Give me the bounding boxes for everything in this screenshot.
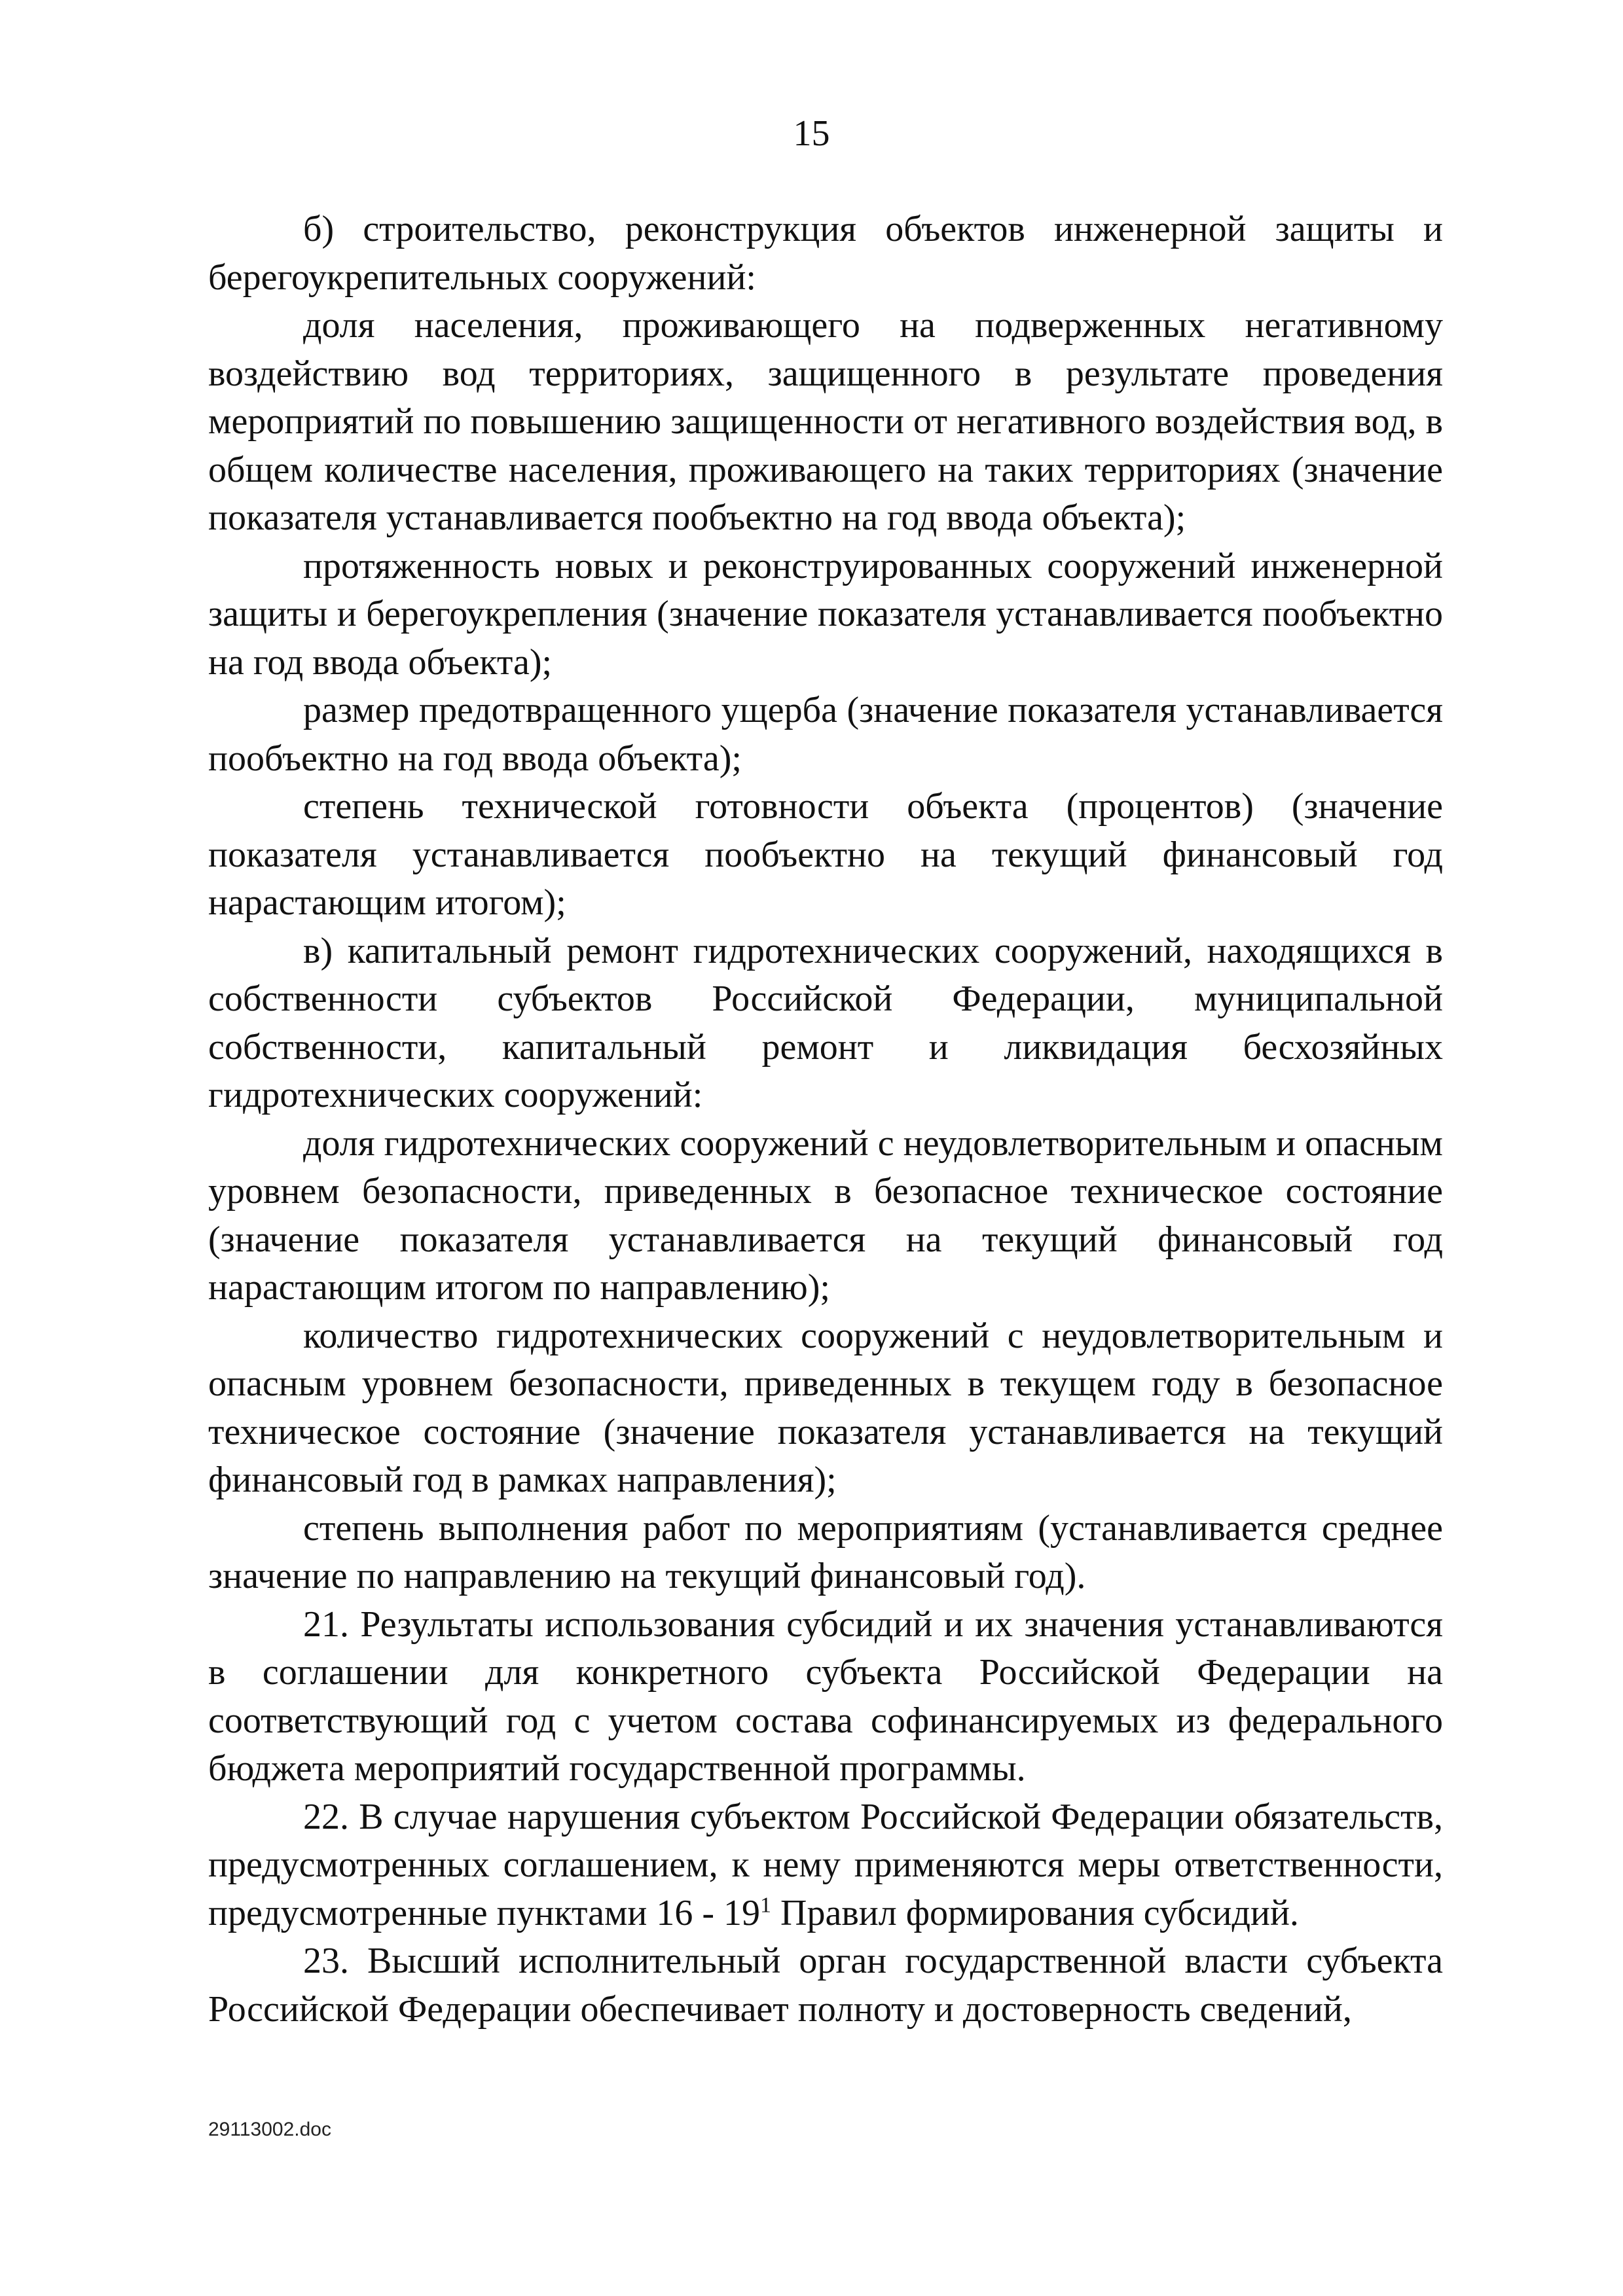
- paragraph-prevented-damage: размер предотвращенного ущерба (значение показателя устанавливается пообъектно на год ввода объекта);: [208, 690, 1443, 779]
- paragraph-structure-length: протяженность новых и реконструированных сооружений инженерной защиты и берегоукрепления (значение показателя устанавливается пообъектно на год ввода объекта);: [208, 545, 1443, 683]
- paragraph-22-tail: Правил формирования субсидий.: [771, 1892, 1299, 1933]
- paragraph-23: 23. Высший исполнительный орган государственной власти субъекта Российской Федерации обеспечивает полноту и достоверность сведений,: [208, 1941, 1443, 2030]
- paragraph-hydro-share: доля гидротехнических сооружений с неудовлетворительным и опасным уровнем безопасности, приведенных в безопасное техническое состояние (значение показателя устанавливается на текущий финансовый год нарастающим итогом по направлению);: [208, 1122, 1443, 1308]
- page-number: 15: [793, 113, 830, 154]
- paragraph-22-superscript: 1: [760, 1892, 772, 1917]
- paragraph-population-share: доля населения, проживающего на подверженных негативному воздействию вод территориях, защищенного в результате проведения мероприятий по повышению защищенности от негативного воздействия вод, в общем количестве населения, проживающего на таких территориях (значение показателя устанавливается пообъектно на год ввода объекта);: [208, 305, 1443, 538]
- paragraph-technical-readiness: степень технической готовности объекта (процентов) (значение показателя устанавливается пообъектно на текущий финансовый год нарастающим итогом);: [208, 786, 1443, 923]
- paragraph-21: 21. Результаты использования субсидий и их значения устанавливаются в соглашении для конкретного субъекта Российской Федерации на соответствующий год с учетом состава софинансируемых из федерального бюджета мероприятий государственной программы.: [208, 1604, 1443, 1789]
- paragraph-work-completion: степень выполнения работ по мероприятиям (устанавливается среднее значение по направлению на текущий финансовый год).: [208, 1507, 1443, 1596]
- paragraph-b-heading: б) строительство, реконструкция объектов инженерной защиты и берегоукрепительных сооружений:: [208, 209, 1443, 298]
- paragraph-22-main: 22. В случае нарушения субъектом Российской Федерации обязательств, предусмотренных соглашением, к нему применяются меры ответственности, предусмотренные пунктами 16 - 19: [208, 1796, 1443, 1933]
- document-footer-filename: 29113002.doc: [208, 2119, 331, 2140]
- document-body: [208, 206, 1443, 2034]
- paragraph-hydro-count: количество гидротехнических сооружений с неудовлетворительным и опасным уровнем безопасности, приведенных в текущем году в безопасное техническое состояние (значение показателя устанавливается на текущий финансовый год в рамках направления);: [208, 1315, 1443, 1500]
- paragraph-c-heading: в) капитальный ремонт гидротехнических сооружений, находящихся в собственности субъектов Российской Федерации, муниципальной собственности, капитальный ремонт и ликвидация бесхозяйных гидротехнических сооружений:: [208, 930, 1443, 1115]
- paragraph-22: [208, 1793, 1443, 1938]
